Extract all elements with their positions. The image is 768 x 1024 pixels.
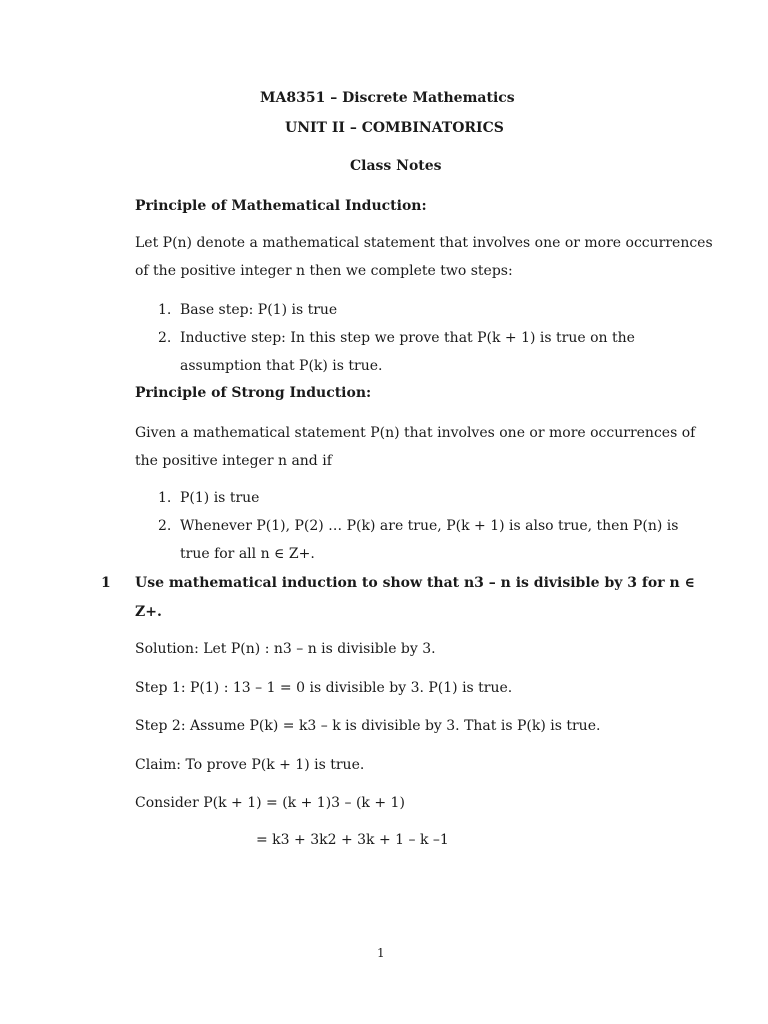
list-marker-1: 1. xyxy=(158,490,172,506)
problem-number: 1 xyxy=(101,575,111,591)
proof-claim: Claim: To prove P(k + 1) is true. xyxy=(135,757,365,773)
subtitle: Class Notes xyxy=(350,158,442,174)
induction-step1: Base step: P(1) is true xyxy=(180,302,338,318)
page-number: 1 xyxy=(377,946,385,960)
unit-title: UNIT II – COMBINATORICS xyxy=(285,120,504,136)
list-marker-2: 2. xyxy=(158,330,172,346)
strong-intro-line2: the positive integer n and if xyxy=(135,453,332,469)
induction-step2-line2: assumption that P(k) is true. xyxy=(180,358,383,374)
solution-line: Solution: Let P(n) : n3 – n is divisible by 3. xyxy=(135,641,436,657)
induction-heading: Principle of Mathematical Induction: xyxy=(135,198,427,214)
problem-statement-line2: Z+. xyxy=(135,604,162,620)
strong-intro-line1: Given a mathematical statement P(n) that involves one or more occurrences of xyxy=(135,425,696,441)
proof-step1: Step 1: P(1) : 13 – 1 = 0 is divisible by 3. P(1) is true. xyxy=(135,680,513,696)
strong-cond1: P(1) is true xyxy=(180,490,260,506)
list-marker-1: 1. xyxy=(158,302,172,318)
proof-consider: Consider P(k + 1) = (k + 1)3 – (k + 1) xyxy=(135,795,405,811)
course-title: MA8351 – Discrete Mathematics xyxy=(260,90,515,106)
strong-induction-heading: Principle of Strong Induction: xyxy=(135,385,372,401)
strong-cond2-line2: true for all n ∈ Z+. xyxy=(180,546,315,562)
induction-step2-line1: Inductive step: In this step we prove that P(k + 1) is true on the xyxy=(180,330,635,346)
problem-statement-line1: Use mathematical induction to show that n3 – n is divisible by 3 for n ∈ xyxy=(135,575,695,591)
proof-step2: Step 2: Assume P(k) = k3 – k is divisible by 3. That is P(k) is true. xyxy=(135,718,601,734)
proof-expansion: = k3 + 3k2 + 3k + 1 – k –1 xyxy=(256,832,449,848)
induction-intro-line1: Let P(n) denote a mathematical statement that involves one or more occurrences xyxy=(135,235,713,251)
list-marker-2: 2. xyxy=(158,518,172,534)
induction-intro-line2: of the positive integer n then we complete two steps: xyxy=(135,263,513,279)
strong-cond2-line1: Whenever P(1), P(2) … P(k) are true, P(k + 1) is also true, then P(n) is xyxy=(180,518,679,534)
